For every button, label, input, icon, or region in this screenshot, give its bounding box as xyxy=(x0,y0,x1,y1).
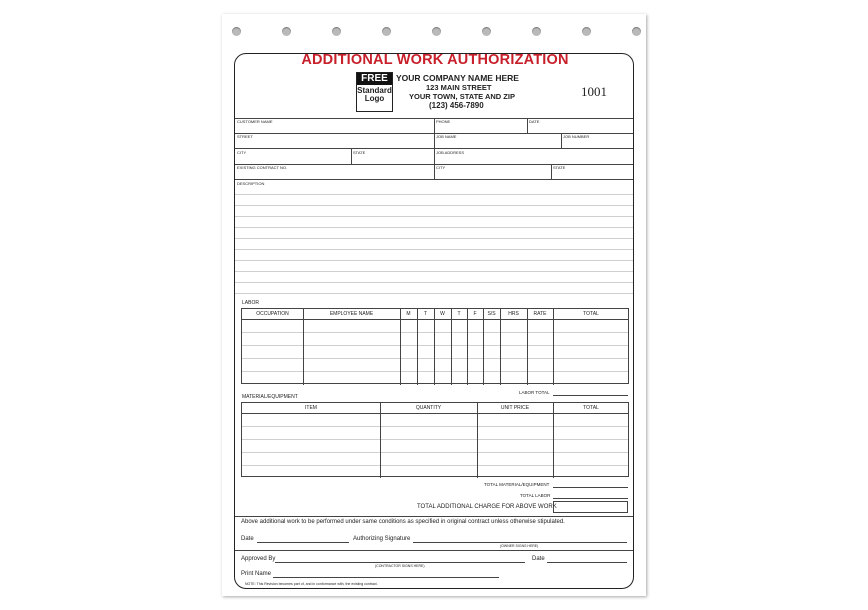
job-address-label: JOB ADDRESS xyxy=(436,150,465,155)
revision-note: NOTE: This Revision becomes part of, and in conformance with, the existing contract. xyxy=(245,582,378,586)
col-unit-price: UNIT PRICE xyxy=(500,405,530,411)
divider xyxy=(527,118,528,133)
total-labor-label: TOTAL LABOR xyxy=(520,493,551,498)
job-name-label: JOB NAME xyxy=(436,134,457,139)
col-mon: M xyxy=(406,311,411,317)
column-divider xyxy=(303,309,304,385)
binding-hole xyxy=(632,27,641,36)
column-divider xyxy=(467,309,468,385)
material-table xyxy=(241,402,629,477)
col-item: ITEM xyxy=(305,405,317,411)
labor-label: LABOR xyxy=(242,300,259,306)
street-label: STREET xyxy=(237,134,253,139)
logo-logo-text: Logo xyxy=(364,94,385,103)
owner-signs-note: (OWNER SIGNS HERE) xyxy=(500,544,539,548)
column-divider xyxy=(417,309,418,385)
approved-by-line[interactable] xyxy=(275,562,525,563)
description-label: DESCRIPTION xyxy=(237,181,265,186)
divider xyxy=(351,148,352,164)
labor-total-line[interactable] xyxy=(553,395,628,396)
ruled-line xyxy=(235,238,633,239)
binding-hole xyxy=(532,27,541,36)
column-divider xyxy=(380,403,381,478)
standard-logo xyxy=(356,72,393,112)
work-authorization-form xyxy=(234,53,634,589)
col-rate: RATE xyxy=(533,311,547,317)
binding-hole xyxy=(282,27,291,36)
col-employee-name: EMPLOYEE NAME xyxy=(329,311,374,317)
existing-contract-label: EXISTING CONTRACT NO. xyxy=(237,165,288,170)
date-approved-label: Date xyxy=(532,556,545,562)
date-label: DATE xyxy=(529,119,540,124)
table-header-divider xyxy=(242,319,628,320)
column-divider xyxy=(527,309,528,385)
binding-hole xyxy=(332,27,341,36)
ruled-line xyxy=(235,293,633,294)
approved-by-label: Approved By xyxy=(241,556,276,562)
binding-hole xyxy=(232,27,241,36)
date-sign-line[interactable] xyxy=(257,542,349,543)
column-divider xyxy=(477,403,478,478)
ruled-line xyxy=(235,282,633,283)
company-city: YOUR TOWN, STATE AND ZIP xyxy=(409,92,515,101)
col-thu: T xyxy=(457,311,461,317)
labor-total-label: LABOR TOTAL xyxy=(519,390,550,395)
table-row xyxy=(242,465,628,466)
job-number-label: JOB NUMBER xyxy=(563,134,590,139)
total-material-label: TOTAL MATERIAL/EQUIPMENT xyxy=(484,482,550,487)
ruled-line xyxy=(235,205,633,206)
binding-hole xyxy=(432,27,441,36)
print-name-line[interactable] xyxy=(273,577,499,578)
job-city-label: CITY xyxy=(436,165,446,170)
table-row xyxy=(242,371,628,372)
col-total: TOTAL xyxy=(583,405,599,411)
table-row xyxy=(242,426,628,427)
divider xyxy=(551,164,552,179)
divider xyxy=(235,550,633,551)
ruled-line xyxy=(235,271,633,272)
col-fri: F xyxy=(473,311,477,317)
table-row xyxy=(242,452,628,453)
divider xyxy=(235,179,633,180)
column-divider xyxy=(400,309,401,385)
table-row xyxy=(242,345,628,346)
logo-free-text: FREE xyxy=(357,73,392,85)
total-additional-label: TOTAL ADDITIONAL CHARGE FOR ABOVE WORK xyxy=(417,504,557,510)
labor-table xyxy=(241,308,629,384)
total-additional-box[interactable] xyxy=(553,501,628,513)
print-name-label: Print Name xyxy=(241,571,272,577)
ruled-line xyxy=(235,249,633,250)
col-tue: T xyxy=(423,311,428,317)
column-divider xyxy=(434,309,435,385)
table-row xyxy=(242,439,628,440)
company-street: 123 MAIN STREET xyxy=(426,83,492,92)
total-labor-line[interactable] xyxy=(553,498,628,499)
column-divider xyxy=(483,309,484,385)
agreement-text: Above additional work to be performed under same conditions as specified in original contract unless otherwise stipulated. xyxy=(241,519,565,525)
ruled-line xyxy=(235,194,633,195)
company-block xyxy=(396,73,519,110)
column-divider xyxy=(553,309,554,385)
contractor-signs-note: (CONTRACTOR SIGNS HERE) xyxy=(375,564,425,568)
ruled-line xyxy=(235,260,633,261)
company-phone: (123) 456-7890 xyxy=(429,101,484,110)
customer-name-label: CUSTOMER NAME xyxy=(237,119,273,124)
table-row xyxy=(242,332,628,333)
ruled-line xyxy=(235,227,633,228)
table-header-divider xyxy=(242,413,628,414)
authorizing-signature-label: Authorizing Signature xyxy=(353,536,411,542)
col-hours: HRS xyxy=(508,311,519,317)
state-label: STATE xyxy=(353,150,366,155)
form-title: ADDITIONAL WORK AUTHORIZATION xyxy=(301,53,569,68)
company-name: YOUR COMPANY NAME HERE xyxy=(396,73,519,83)
divider xyxy=(434,118,435,179)
col-total: TOTAL xyxy=(583,311,599,317)
binding-hole xyxy=(382,27,391,36)
material-label: MATERIAL/EQUIPMENT xyxy=(242,394,298,400)
binding-hole xyxy=(482,27,491,36)
form-number: 1001 xyxy=(581,84,607,99)
date-sign-label: Date xyxy=(241,536,254,542)
table-row xyxy=(242,358,628,359)
total-material-line[interactable] xyxy=(553,487,628,488)
phone-label: PHONE xyxy=(436,119,451,124)
job-state-label: STATE xyxy=(553,165,566,170)
col-occupation: OCCUPATION xyxy=(256,311,289,317)
city-label: CITY xyxy=(237,150,247,155)
column-divider xyxy=(451,309,452,385)
binding-hole xyxy=(582,27,591,36)
ruled-line xyxy=(235,216,633,217)
col-sat-sun: S/S xyxy=(487,311,496,317)
logo-standard-text: Standard xyxy=(357,86,392,95)
column-divider xyxy=(500,309,501,385)
col-quantity: QUANTITY xyxy=(415,405,442,411)
authorizing-signature-line[interactable] xyxy=(413,542,627,543)
date-approved-line[interactable] xyxy=(547,562,627,563)
divider xyxy=(235,516,633,517)
col-wed: W xyxy=(440,311,445,317)
divider xyxy=(561,133,562,148)
column-divider xyxy=(553,403,554,478)
